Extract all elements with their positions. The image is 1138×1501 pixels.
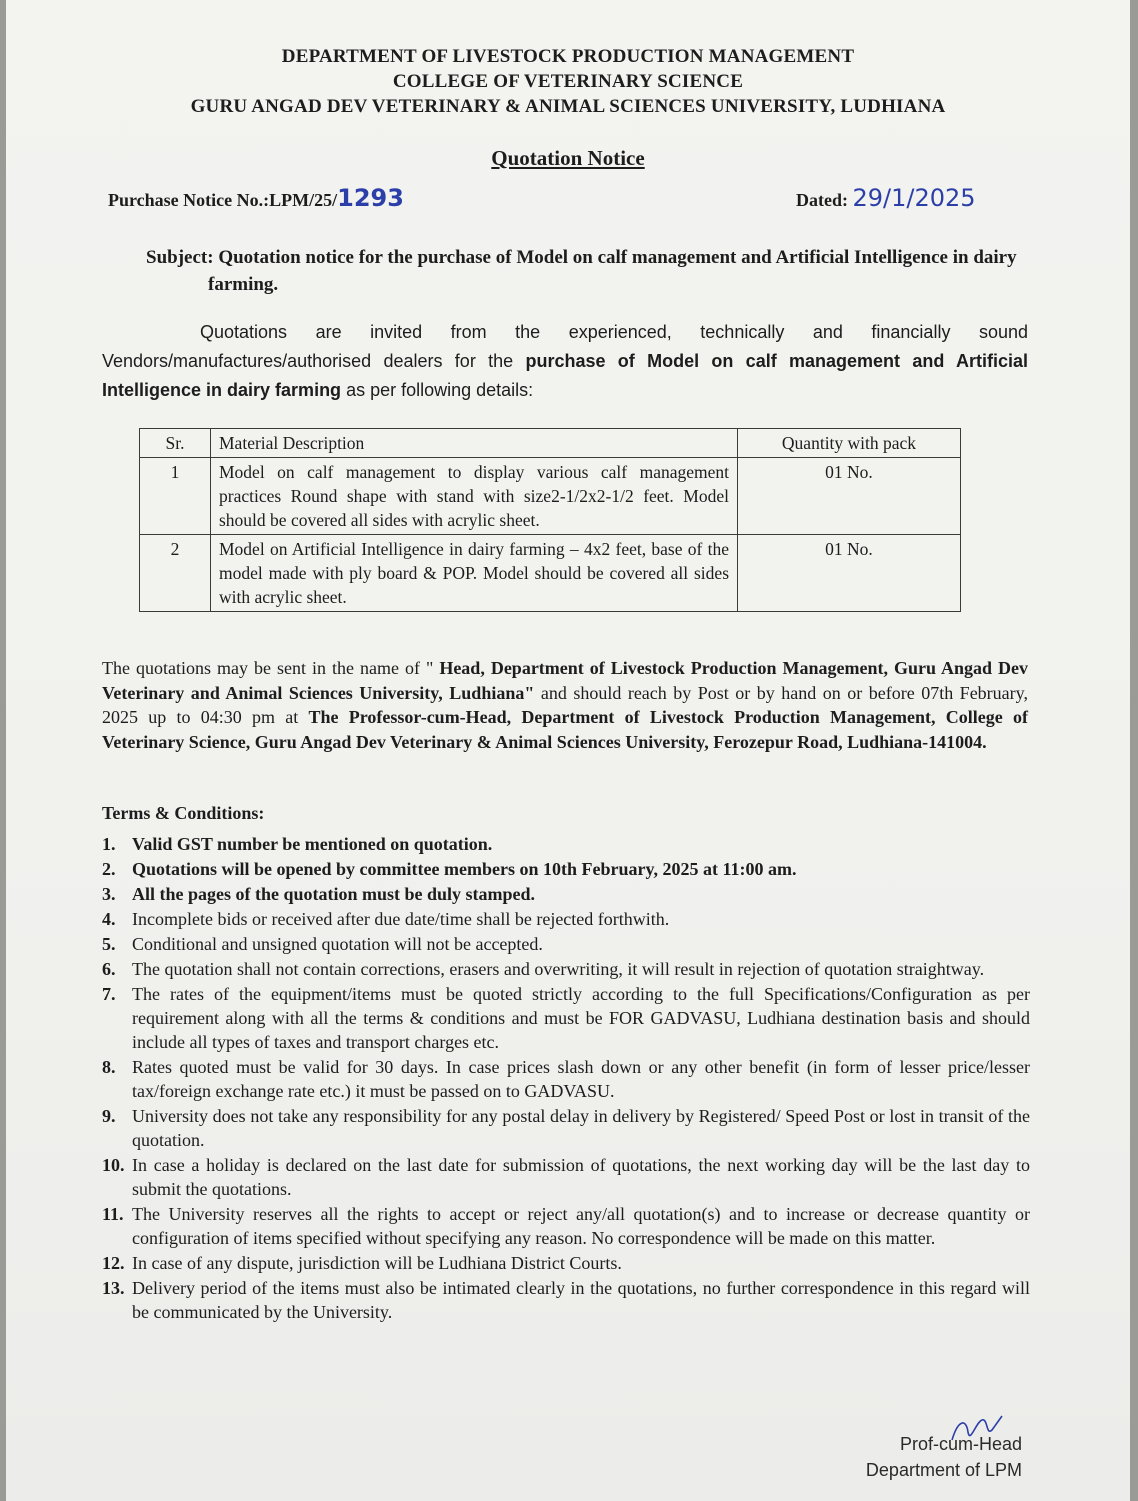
term-text: In case of any dispute, jurisdiction will be Ludhiana District Courts. [132,1253,622,1273]
col-header-quantity: Quantity with pack [738,429,961,458]
submission-paragraph [102,656,1028,754]
table-row [140,535,961,612]
row-quantity: 01 No. [738,458,961,535]
list-item [102,1104,1030,1152]
term-text: The rates of the equipment/items must be quoted strictly according to the full Specifications/Configuration as per requirement along with all the terms & conditions and must be FOR GADVASU, Ludhiana destination basis and should include all types of taxes and transport charges etc. [132,984,1030,1052]
term-text: Rates quoted must be valid for 30 days. In case prices slash down or any other benefit (in form of lesser price/lesser tax/foreign exchange rate etc.) it must be passed on to GADVASU. [132,1057,1030,1101]
document-page [6,0,1130,1501]
term-text: Valid GST number be mentioned on quotation. [132,834,493,854]
term-text: Incomplete bids or received after due date/time shall be rejected forthwith. [132,909,670,929]
term-number: 10. [102,1155,125,1175]
row-description: Model on Artificial Intelligence in dairy farming – 4x2 feet, base of the model made with ply board & POP. Model should be covered all sides with acrylic sheet. [211,535,738,612]
term-text: Conditional and unsigned quotation will not be accepted. [132,934,543,954]
send-text-bold-2: The Professor-cum-Head, Department of Livestock Production Management, College of Veterinary Science, Guru Angad Dev Veterinary & Animal Sciences University, Ferozepur Road, Ludhiana-141004. [102,707,1028,752]
term-number: 12. [102,1253,125,1273]
term-number: 7. [102,984,116,1004]
notice-date [796,184,976,212]
notice-title-wrap [6,146,1130,171]
row-description: Model on calf management to display various calf management practices Round shape with stand with size2-1/2x2-1/2 feet. Model should be covered all sides with acrylic sheet. [211,458,738,535]
term-number: 6. [102,959,116,979]
list-item [102,1251,1030,1275]
row-sr: 1 [140,458,211,535]
intro-text-2: as per following details: [341,380,534,400]
purchase-notice-label: Purchase Notice No.:LPM/25/ [108,190,338,210]
college-name: COLLEGE OF VETERINARY SCIENCE [392,71,744,92]
term-text: Quotations will be opened by committee members on 10th February, 2025 at 11:00 am. [132,859,797,879]
intro-paragraph [102,318,1028,405]
send-text-2: and should reach by Post or by hand on or before 07th February, 2025 up to 04:30 pm at [102,682,1028,727]
list-item [102,957,1030,981]
intro-text-1: Quotations are invited from the experienced, technically and financially sound Vendors/manufactures/authorised dealers for the [102,322,1028,371]
list-item [102,982,1030,1054]
list-item [102,857,1030,881]
list-item [102,1276,1030,1324]
material-table [139,428,961,612]
purchase-notice-number: 1293 [337,184,404,212]
intro-text-bold: purchase of Model on calf management and Artificial Intelligence in dairy farming [102,351,1028,400]
list-item [102,882,1030,906]
term-text: In case a holiday is declared on the last date for submission of quotations, the next working day will be the last day to submit the quotations. [132,1155,1030,1199]
term-text: The University reserves all the rights to accept or reject any/all quotation(s) and to increase or decrease quantity or configuration of items specified without specifying any reason. No correspondence will be made on this matter. [132,1204,1030,1248]
col-header-description: Material Description [211,429,738,458]
term-text: Delivery period of the items must also be intimated clearly in the quotations, no further correspondence in this regard will be communicated by the University. [132,1278,1030,1322]
terms-list [102,832,1030,1325]
term-number: 1. [102,834,116,854]
row-quantity: 01 No. [738,535,961,612]
list-item [102,1055,1030,1103]
terms-heading: Terms & Conditions: [102,803,265,823]
list-item [102,832,1030,856]
subject [146,244,1026,298]
term-number: 9. [102,1106,116,1126]
subject-label: Subject: [146,247,214,268]
dated-label: Dated: [796,190,848,210]
term-number: 2. [102,859,116,879]
purchase-notice [108,184,404,212]
dated-value: 29/1/2025 [852,184,976,212]
subject-text: Quotation notice for the purchase of Model on calf management and Artificial Intelligence in dairy farming. [208,247,1017,295]
list-item [102,932,1030,956]
signatory-department: Department of LPM [865,1460,1022,1480]
send-text-1: The quotations may be sent in the name of " [102,658,440,678]
term-text: All the pages of the quotation must be duly stamped. [132,884,536,904]
term-text: The quotation shall not contain corrections, erasers and overwriting, it will result in rejection of quotation straightway. [132,959,985,979]
notice-title: Quotation Notice [491,146,645,170]
term-number: 11. [102,1204,124,1224]
term-number: 4. [102,909,116,929]
send-text-bold-1: Head, Department of Livestock Production Management, Guru Angad Dev Veterinary and Animal Sciences University, Ludhiana" [102,658,1028,703]
list-item [102,907,1030,931]
dept-name: DEPARTMENT OF LIVESTOCK PRODUCTION MANAGEMENT [281,46,855,67]
term-number: 3. [102,884,116,904]
term-number: 5. [102,934,116,954]
list-item [102,1153,1030,1201]
signatory-title: Prof-cum-Head [899,1434,1022,1454]
row-sr: 2 [140,535,211,612]
term-number: 8. [102,1057,116,1077]
university-name: GURU ANGAD DEV VETERINARY & ANIMAL SCIENCES UNIVERSITY, LUDHIANA [190,96,946,117]
table-header-row [140,429,961,458]
list-item [102,1202,1030,1250]
col-header-sr: Sr. [140,429,211,458]
table-row [140,458,961,535]
term-number: 13. [102,1278,125,1298]
term-text: University does not take any responsibility for any postal delay in delivery by Registered/ Speed Post or lost in transit of the quotation. [132,1106,1030,1150]
